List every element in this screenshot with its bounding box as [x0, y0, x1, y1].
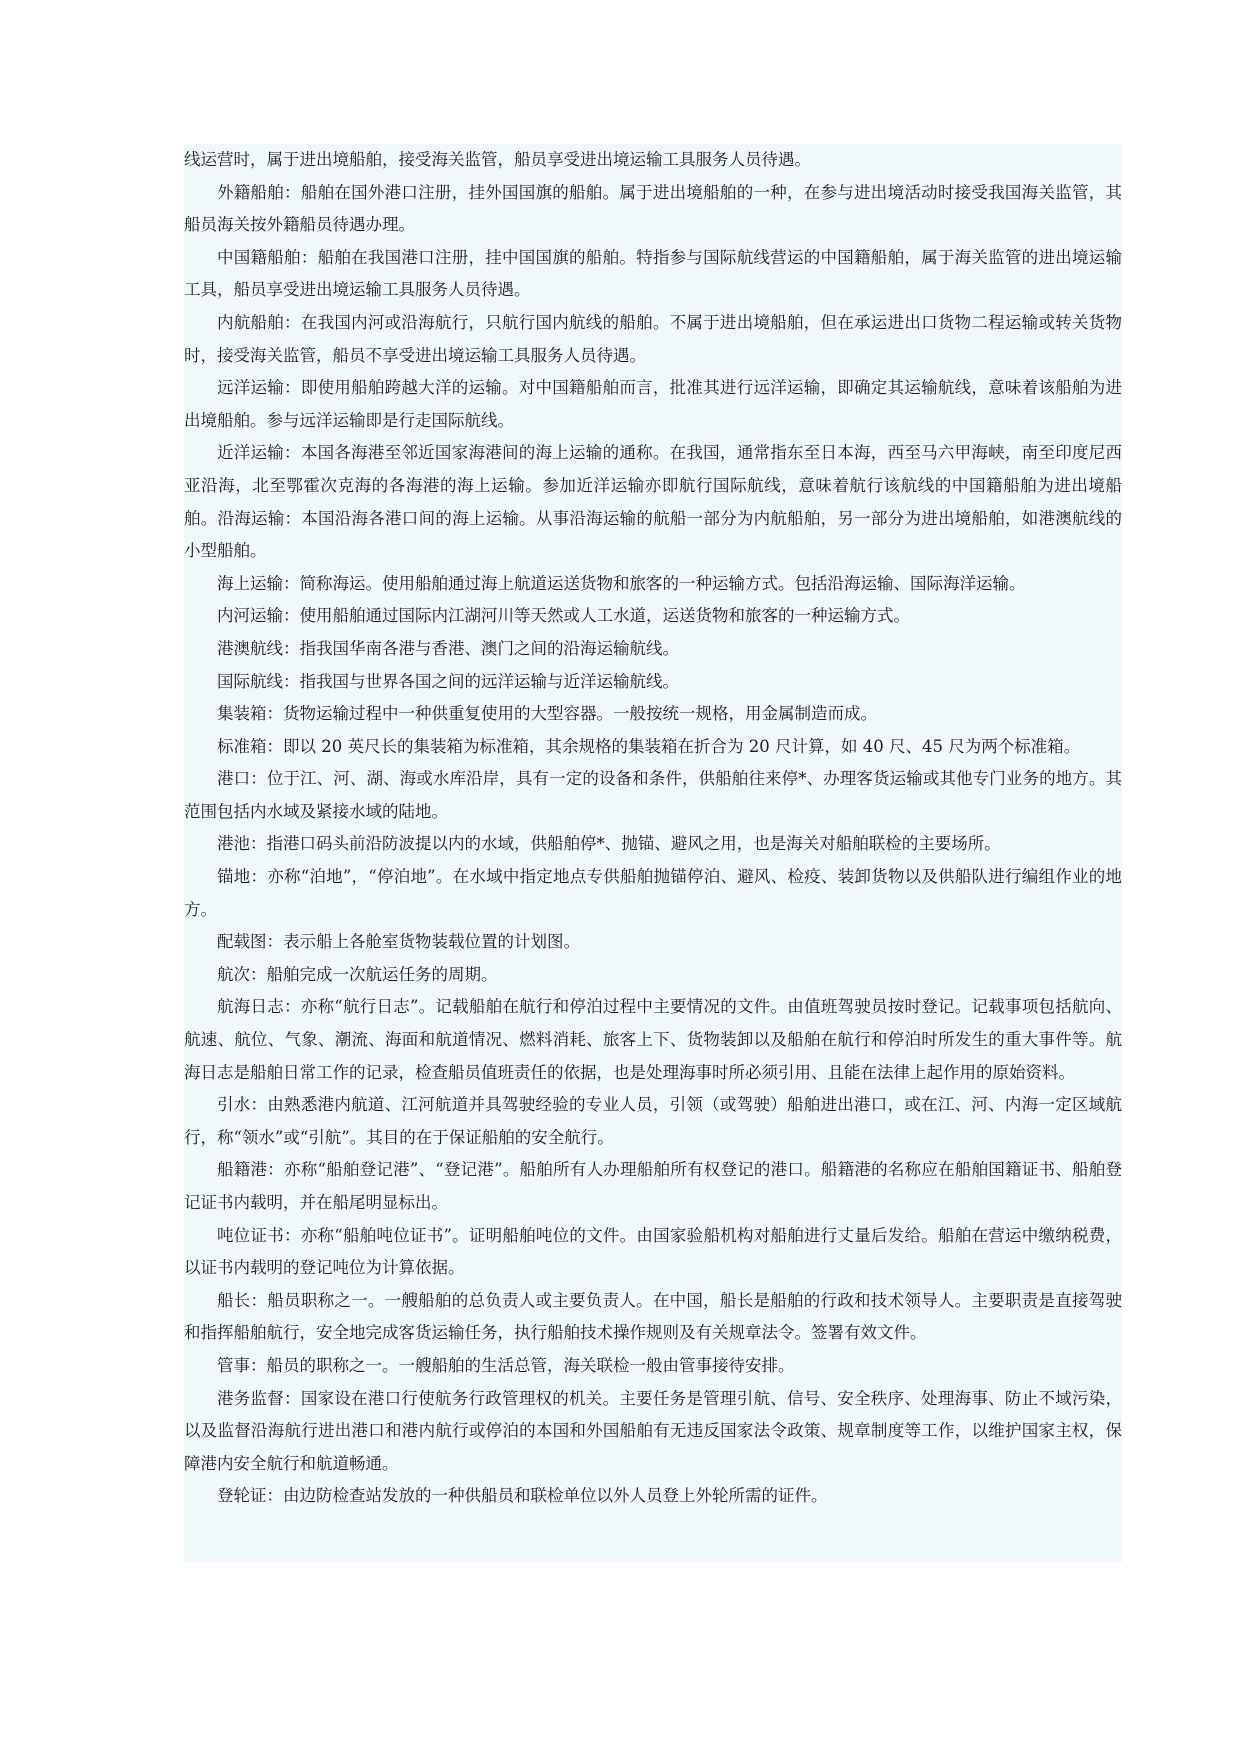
paragraph-continued-line: 线运营时，属于进出境船舶，接受海关监管，船员享受进出境运输工具服务人员待遇。 — [184, 150, 811, 169]
paragraph-stowage-plan: 配载图：表示船上各舱室货物装载位置的计划图。 — [217, 932, 580, 952]
paragraph-foreign-ship: 外籍船舶：船舶在国外港口注册，挂外国国旗的船舶。属于进出境船舶的一种，在参与进出境活动时接受我国海关监管，其船员海关按外籍船员待遇办理。 — [184, 182, 1122, 235]
document-body — [184, 144, 1122, 1562]
paragraph-pilotage: 引水：由熟悉港内航道、江河航道并具驾驶经验的专业人员，引领（或驾驶）船舶进出港口，或在江、河、内海一定区域航行，称“领水”或“引航”。其目的在于保证船舶的安全航行。 — [184, 1095, 1122, 1147]
paragraph-teu: 标准箱：即以 20 英尺长的集装箱为标准箱，其余规格的集装箱在折合为 20 尺计算，如 40 尺、45 尺为两个标准箱。 — [217, 736, 1081, 756]
paragraph-ocean-transport: 远洋运输：即使用船舶跨越大洋的运输。对中国籍船舶而言，批准其进行远洋运输，即确定其运输航线，意味着该船舶为进出境船舶。参与远洋运输即是行走国际航线。 — [184, 378, 1122, 430]
paragraph-maritime-transport: 海上运输：简称海运。使用船舶通过海上航道运送货物和旅客的一种运输方式。包括沿海运输、国际海洋运输。 — [217, 573, 1026, 593]
paragraph-chinese-ship: 中国籍船舶：船舶在我国港口注册，挂中国国旗的船舶。特指参与国际航线营运的中国籍船舶，属于海关监管的进出境运输工具，船员享受进出境运输工具服务人员待遇。 — [184, 247, 1122, 300]
paragraph-anchorage: 锚地：亦称“泊地”，“停泊地”。在水域中指定地点专供船舶抛锚停泊、避风、检疫、装卸货物以及供船队进行编组作业的地方。 — [184, 867, 1122, 919]
paragraph-purser: 管事：船员的职称之一。一艘船舶的生活总管，海关联检一般由管事接待安排。 — [217, 1355, 795, 1375]
paragraph-boarding-pass: 登轮证：由边防检查站发放的一种供船员和联检单位以外人员登上外轮所需的证件。 — [217, 1486, 828, 1506]
paragraph-logbook: 航海日志：亦称“航行日志”。记载船舶在航行和停泊过程中主要情况的文件。由值班驾驶员按时登记。记载事项包括航向、航速、航位、气象、潮流、海面和航道情况、燃料消耗、旅客上下、货物装卸以及船舶在航行和停泊时所发生的重大事件等。航海日志是船舶日常工作的记录，检查船员值班责任的依据，也是处理海事时所必须引用、且能在法律上起作用的原始资料。 — [184, 997, 1122, 1082]
paragraph-port: 港口：位于江、河、湖、海或水库沿岸，具有一定的设备和条件，供船舶往来停*、办理客货运输或其他专门业务的地方。其范围包括内水域及紧接水域的陆地。 — [184, 769, 1122, 821]
paragraph-hk-macau-route: 港澳航线：指我国华南各港与香港、澳门之间的沿海运输航线。 — [217, 638, 679, 658]
paragraph-port-of-registry: 船籍港：亦称“船舶登记港”、“登记港”。船舶所有人办理船舶所有权登记的港口。船籍港的名称应在船舶国籍证书、船舶登记证书内载明，并在船尾明显标出。 — [184, 1160, 1122, 1212]
paragraph-harbor-basin: 港池：指港口码头前沿防波提以内的水域，供船舶停*、抛锚、避风之用，也是海关对船舶联检的主要场所。 — [217, 834, 1001, 854]
paragraph-inland-transport: 内河运输：使用船舶通过国际内江湖河川等天然或人工水道，运送货物和旅客的一种运输方式。 — [217, 606, 910, 626]
paragraph-domestic-ship: 内航船舶：在我国内河或沿海航行，只航行国内航线的船舶。不属于进出境船舶，但在承运进出口货物二程运输或转关货物时，接受海关监管，船员不享受进出境运输工具服务人员待遇。 — [184, 312, 1122, 365]
paragraph-captain: 船长：船员职称之一。一艘船舶的总负责人或主要负责人。在中国，船长是船舶的行政和技术领导人。主要职责是直接驾驶和指挥船舶航行，安全地完成客货运输任务，执行船舶技术操作规则及有关规章法令。签署有效文件。 — [184, 1290, 1122, 1343]
paragraph-harbor-superintendency: 港务监督：国家设在港口行使航务行政管理权的机关。主要任务是管理引航、信号、安全秩序、处理海事、防止不域污染，以及监督沿海航行进出港口和港内航行或停泊的本国和外国船舶有无违反国家法令政策、规章制度等工作，以维护国家主权，保障港内安全航行和航道畅通。 — [184, 1388, 1122, 1473]
paragraph-container: 集装箱：货物运输过程中一种供重复使用的大型容器。一般按统一规格，用金属制造而成。 — [217, 704, 877, 724]
paragraph-voyage: 航次：船舶完成一次航运任务的周期。 — [217, 964, 498, 984]
paragraph-near-sea-transport: 近洋运输：本国各海港至邻近国家海港间的海上运输的通称。在我国，通常指东至日本海，西至马六甲海峡，南至印度尼西亚沿海，北至鄂霍次克海的各海港的海上运输。参加近洋运输亦即航行国际航线，意味着航行该航线的中国籍船舶为进出境船舶。沿海运输：本国沿海各港口间的海上运输。从事沿海运输的航船一部分为内航船舶，另一部分为进出境船舶，如港澳航线的小型船舶。 — [184, 443, 1122, 561]
paragraph-international-route: 国际航线：指我国与世界各国之间的远洋运输与近洋运输航线。 — [217, 671, 679, 691]
paragraph-tonnage-certificate: 吨位证书：亦称“船舶吨位证书”。证明船舶吨位的文件。由国家验船机构对船舶进行丈量后发给。船舶在营运中缴纳税费，以证书内载明的登记吨位为计算依据。 — [184, 1225, 1122, 1278]
